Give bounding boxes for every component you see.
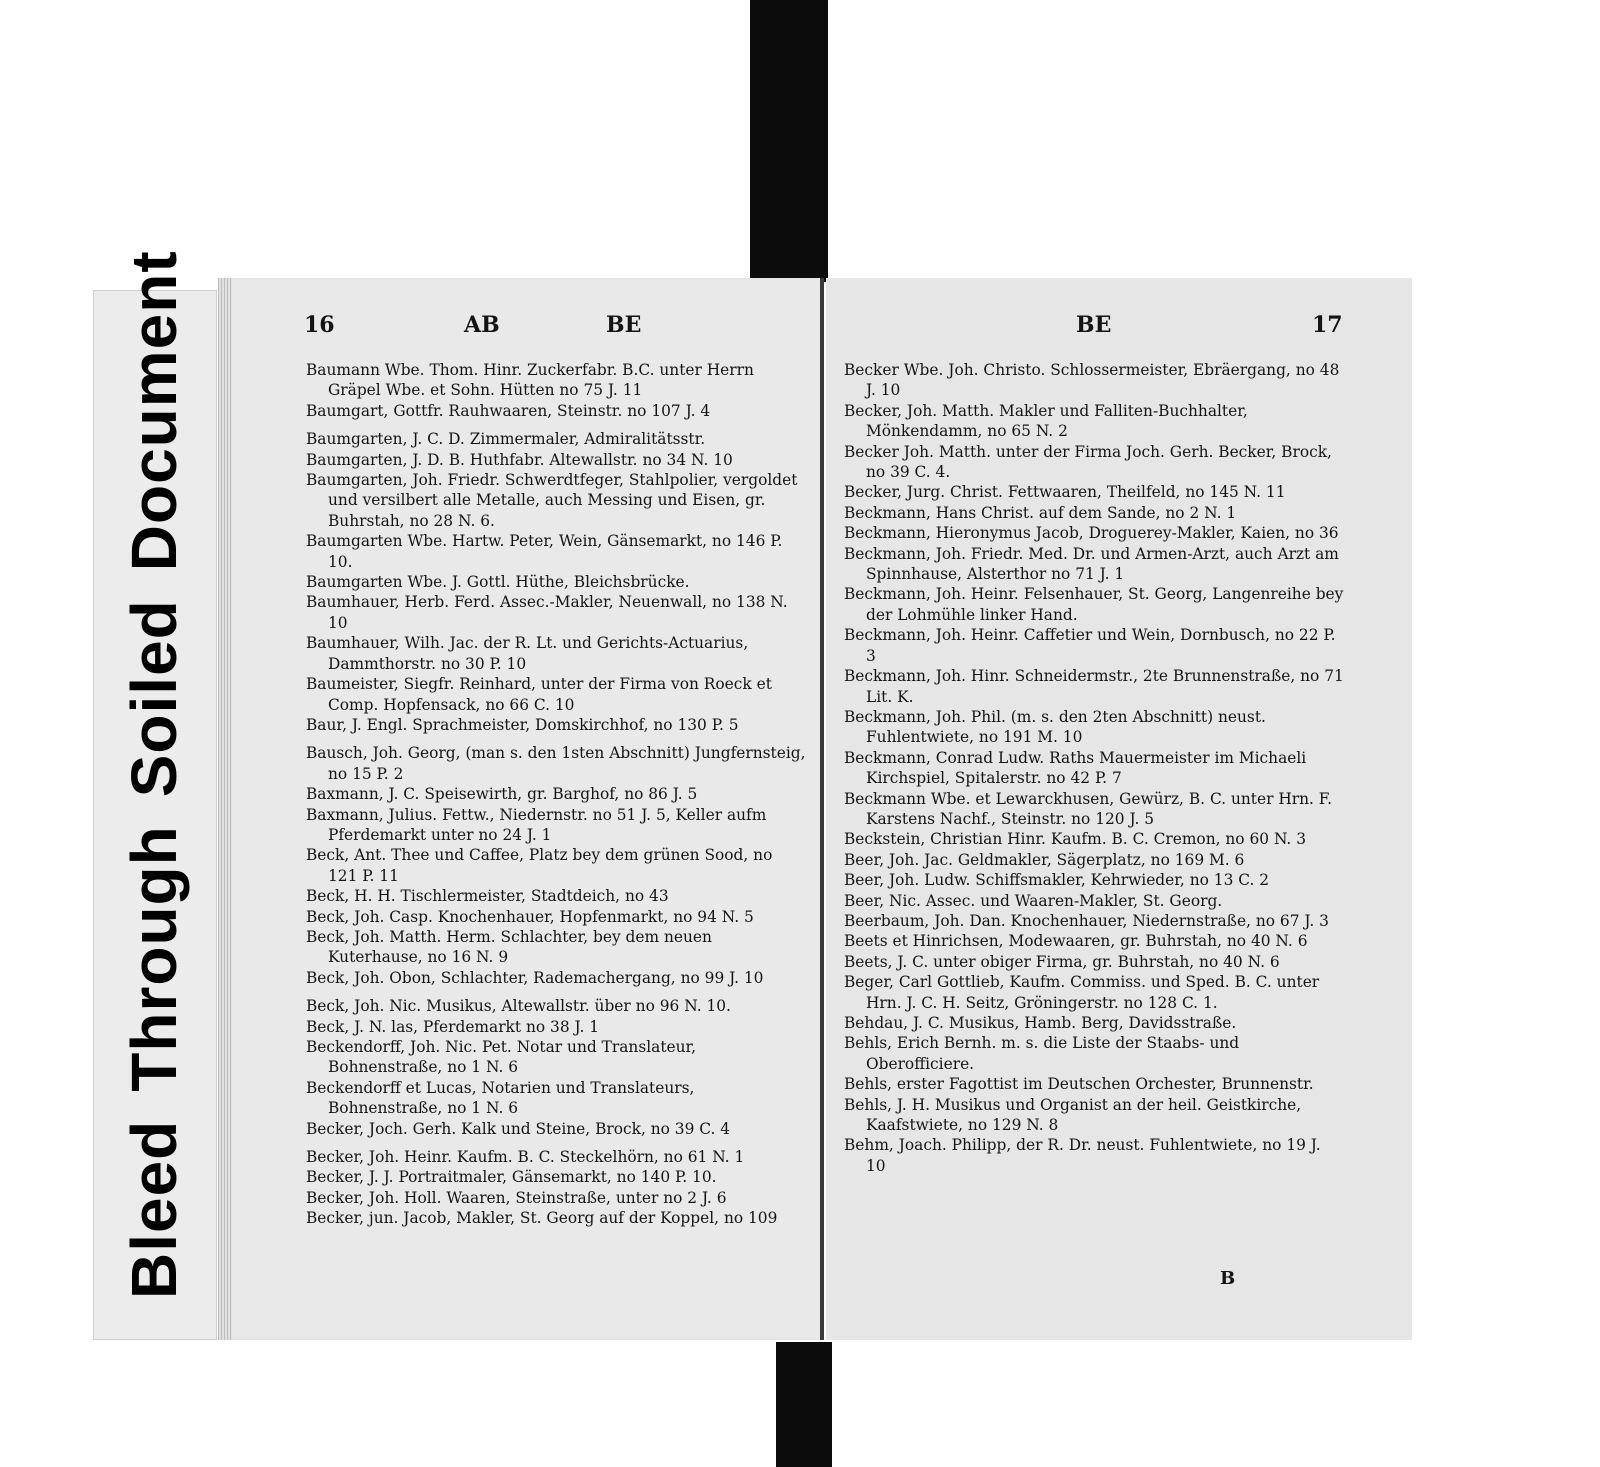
running-head-left: AB	[464, 312, 500, 338]
signature-mark: B	[1220, 1268, 1236, 1289]
directory-entry: Becker Wbe. Joh. Christo. Schlossermeister, Ebräergang, no 48 J. 10	[844, 361, 1340, 400]
condition-label	[93, 250, 215, 1313]
directory-entry: Baumeister, Siegfr. Reinhard, unter der Firma von Roeck et Comp. Hopfensack, no 66 C. 10	[306, 675, 772, 714]
directory-entry: Beck, Joh. Obon, Schlachter, Rademachergang, no 99 J. 10	[306, 968, 764, 987]
directory-entry: Baur, J. Engl. Sprachmeister, Domskirchhof, no 130 P. 5	[306, 715, 739, 734]
directory-entry: Behdau, J. C. Musikus, Hamb. Berg, Davidsstraße.	[844, 1014, 1237, 1032]
label-word: Bleed	[118, 1119, 190, 1299]
directory-entry: Beckendorff, Joh. Nic. Pet. Notar und Translateur, Bohnenstraße, no 1 N. 6	[306, 1038, 697, 1077]
directory-entry: Beer, Nic. Assec. und Waaren-Makler, St. Georg.	[844, 891, 1223, 910]
directory-entry: Beerbaum, Joh. Dan. Knochenhauer, Niedernstraße, no 67 J. 3	[844, 911, 1329, 930]
directory-entry: Beckmann, Hieronymus Jacob, Droguerey-Makler, Kaien, no 36	[844, 524, 1339, 543]
directory-entry: Beets et Hinrichsen, Modewaaren, gr. Buhrstah, no 40 N. 6	[844, 932, 1308, 951]
directory-entry: Baumgarten Wbe. J. Gottl. Hüthe, Bleichsbrücke.	[306, 573, 690, 592]
directory-entry: Beck, Ant. Thee und Caffee, Platz bey dem grünen Sood, no 121 P. 11	[306, 846, 773, 885]
directory-entry: Beer, Joh. Ludw. Schiffsmakler, Kehrwieder, no 13 C. 2	[844, 871, 1270, 890]
directory-entry: Becker, Joch. Gerh. Kalk und Steine, Brock, no 39 C. 4	[306, 1119, 731, 1138]
directory-entry: Bausch, Joh. Georg, (man s. den 1sten Abschnitt) Jungfernsteig, no 15 P. 2	[306, 744, 806, 783]
directory-entry: Becker, Jurg. Christ. Fettwaaren, Theilfeld, no 145 N. 11	[844, 483, 1286, 502]
directory-entry: Baumgart, Gottfr. Rauhwaaren, Steinstr. no 107 J. 4	[306, 401, 711, 420]
directory-entry: Beckmann, Conrad Ludw. Raths Mauermeister im Michaeli Kirchspiel, Spitalerstr. no 42 P. 7	[844, 748, 1307, 788]
directory-entry: Beckmann, Joh. Friedr. Med. Dr. und Armen-Arzt, auch Arzt am Spinnhause, Alsterthor no 71 J. 1	[844, 544, 1339, 584]
directory-entry: Beger, Carl Gottlieb, Kaufm. Commiss. und Sped. B. C. unter Hrn. J. C. H. Seitz, Gröningerstr. no 128 C. 1.	[844, 973, 1320, 1012]
page-edge	[218, 278, 232, 1340]
directory-entry: Baxmann, J. C. Speisewirth, gr. Barghof, no 86 J. 5	[306, 785, 698, 804]
directory-entry: Baumgarten, J. D. B. Huthfabr. Altewallstr. no 34 N. 10	[306, 450, 733, 469]
left-page	[218, 278, 824, 1340]
directory-entry: Beck, H. H. Tischlermeister, Stadtdeich, no 43	[306, 887, 669, 906]
label-word: Document	[118, 250, 190, 572]
right-page	[826, 278, 1412, 1340]
directory-entry: Baumann Wbe. Thom. Hinr. Zuckerfabr. B.C. unter Herrn Gräpel Wbe. et Sohn. Hütten no 75 J. 11	[306, 361, 754, 400]
directory-entry: Beck, Joh. Casp. Knochenhauer, Hopfenmarkt, no 94 N. 5	[306, 907, 754, 926]
directory-entry: Beckmann, Joh. Hinr. Schneidermstr., 2te Brunnenstraße, no 71 Lit. K.	[844, 667, 1344, 706]
directory-entry: Beets, J. C. unter obiger Firma, gr. Buhrstah, no 40 N. 6	[844, 952, 1280, 971]
label-word: Through	[118, 825, 190, 1092]
directory-entry: Beck, Joh. Nic. Musikus, Altewallstr. über no 96 N. 10.	[306, 997, 731, 1016]
directory-entry: Becker, jun. Jacob, Makler, St. Georg auf der Koppel, no 109	[306, 1209, 778, 1228]
directory-entry: Beckmann Wbe. et Lewarckhusen, Gewürz, B. C. unter Hrn. F. Karstens Nachf., Steinstr. no 120 J. 5	[844, 789, 1332, 828]
directory-entry: Beckmann, Joh. Heinr. Caffetier und Wein, Dornbusch, no 22 P. 3	[844, 626, 1336, 665]
directory-entry: Beck, Joh. Matth. Herm. Schlachter, bey dem neuen Kuterhause, no 16 N. 9	[306, 927, 712, 967]
directory-entry: Baumgarten, J. C. D. Zimmermaler, Admiralitätsstr.	[306, 430, 706, 449]
directory-entry: Becker, Joh. Matth. Makler und Falliten-Buchhalter, Mönkendamm, no 65 N. 2	[844, 401, 1248, 441]
directory-entries	[844, 360, 1344, 1176]
directory-entry: Behls, J. H. Musikus und Organist an der heil. Geistkirche, Kaafstwiete, no 129 N. 8	[844, 1095, 1302, 1135]
directory-entry: Becker, Joh. Heinr. Kaufm. B. C. Steckelhörn, no 61 N. 1	[306, 1148, 745, 1167]
running-head: BE	[1076, 312, 1112, 338]
directory-entry: Beckendorff et Lucas, Notarien und Translateurs, Bohnenstraße, no 1 N. 6	[306, 1078, 695, 1118]
directory-entry: Baumgarten, Joh. Friedr. Schwerdtfeger, Stahlpolier, vergoldet und versilbert alle Metalle, auch Messing und Eisen, gr. Buhrstah, no 28 N. 6.	[306, 471, 798, 530]
directory-entry: Baxmann, Julius. Fettw., Niedernstr. no 51 J. 5, Keller aufm Pferdemarkt unter no 24 J. 1	[306, 805, 767, 844]
directory-entry: Beckmann, Joh. Heinr. Felsenhauer, St. Georg, Langenreihe bey der Lohmühle linker Hand.	[844, 585, 1344, 624]
microfilm-bottom-band	[776, 1342, 832, 1467]
directory-entry: Beckmann, Joh. Phil. (m. s. den 2ten Abschnitt) neust. Fuhlentwiete, no 191 M. 10	[844, 707, 1266, 747]
directory-entry: Beckstein, Christian Hinr. Kaufm. B. C. Cremon, no 60 N. 3	[844, 830, 1307, 849]
directory-entry: Baumhauer, Herb. Ferd. Assec.-Makler, Neuenwall, no 138 N. 10	[306, 593, 788, 632]
running-head-right: BE	[606, 312, 642, 338]
directory-entry: Behls, Erich Bernh. m. s. die Liste der Staabs- und Oberofficiere.	[844, 1034, 1240, 1073]
page-number: 17	[1312, 312, 1343, 338]
microfilm-top-band	[750, 0, 828, 282]
directory-entry: Beer, Joh. Jac. Geldmakler, Sägerplatz, no 169 M. 6	[844, 850, 1245, 869]
directory-entry: Beckmann, Hans Christ. auf dem Sande, no 2 N. 1	[844, 503, 1237, 522]
directory-entry: Behm, Joach. Philipp, der R. Dr. neust. Fuhlentwiete, no 19 J. 10	[844, 1136, 1321, 1175]
directory-entries	[306, 360, 806, 1229]
directory-entry: Baumgarten Wbe. Hartw. Peter, Wein, Gänsemarkt, no 146 P. 10.	[306, 532, 783, 571]
directory-entry: Becker, Joh. Holl. Waaren, Steinstraße, unter no 2 J. 6	[306, 1188, 727, 1207]
directory-entry: Becker, J. J. Portraitmaler, Gänsemarkt, no 140 P. 10.	[306, 1168, 717, 1187]
label-word: Soiled	[118, 599, 190, 798]
directory-entry: Behls, erster Fagottist im Deutschen Orchester, Brunnenstr.	[844, 1075, 1314, 1094]
directory-entry: Becker Joh. Matth. unter der Firma Joch. Gerh. Becker, Brock, no 39 C. 4.	[844, 442, 1332, 482]
directory-entry: Beck, J. N. las, Pferdemarkt no 38 J. 1	[306, 1017, 600, 1036]
directory-entry: Baumhauer, Wilh. Jac. der R. Lt. und Gerichts-Actuarius, Dammthorstr. no 30 P. 10	[306, 634, 749, 673]
page-number: 16	[304, 312, 335, 338]
